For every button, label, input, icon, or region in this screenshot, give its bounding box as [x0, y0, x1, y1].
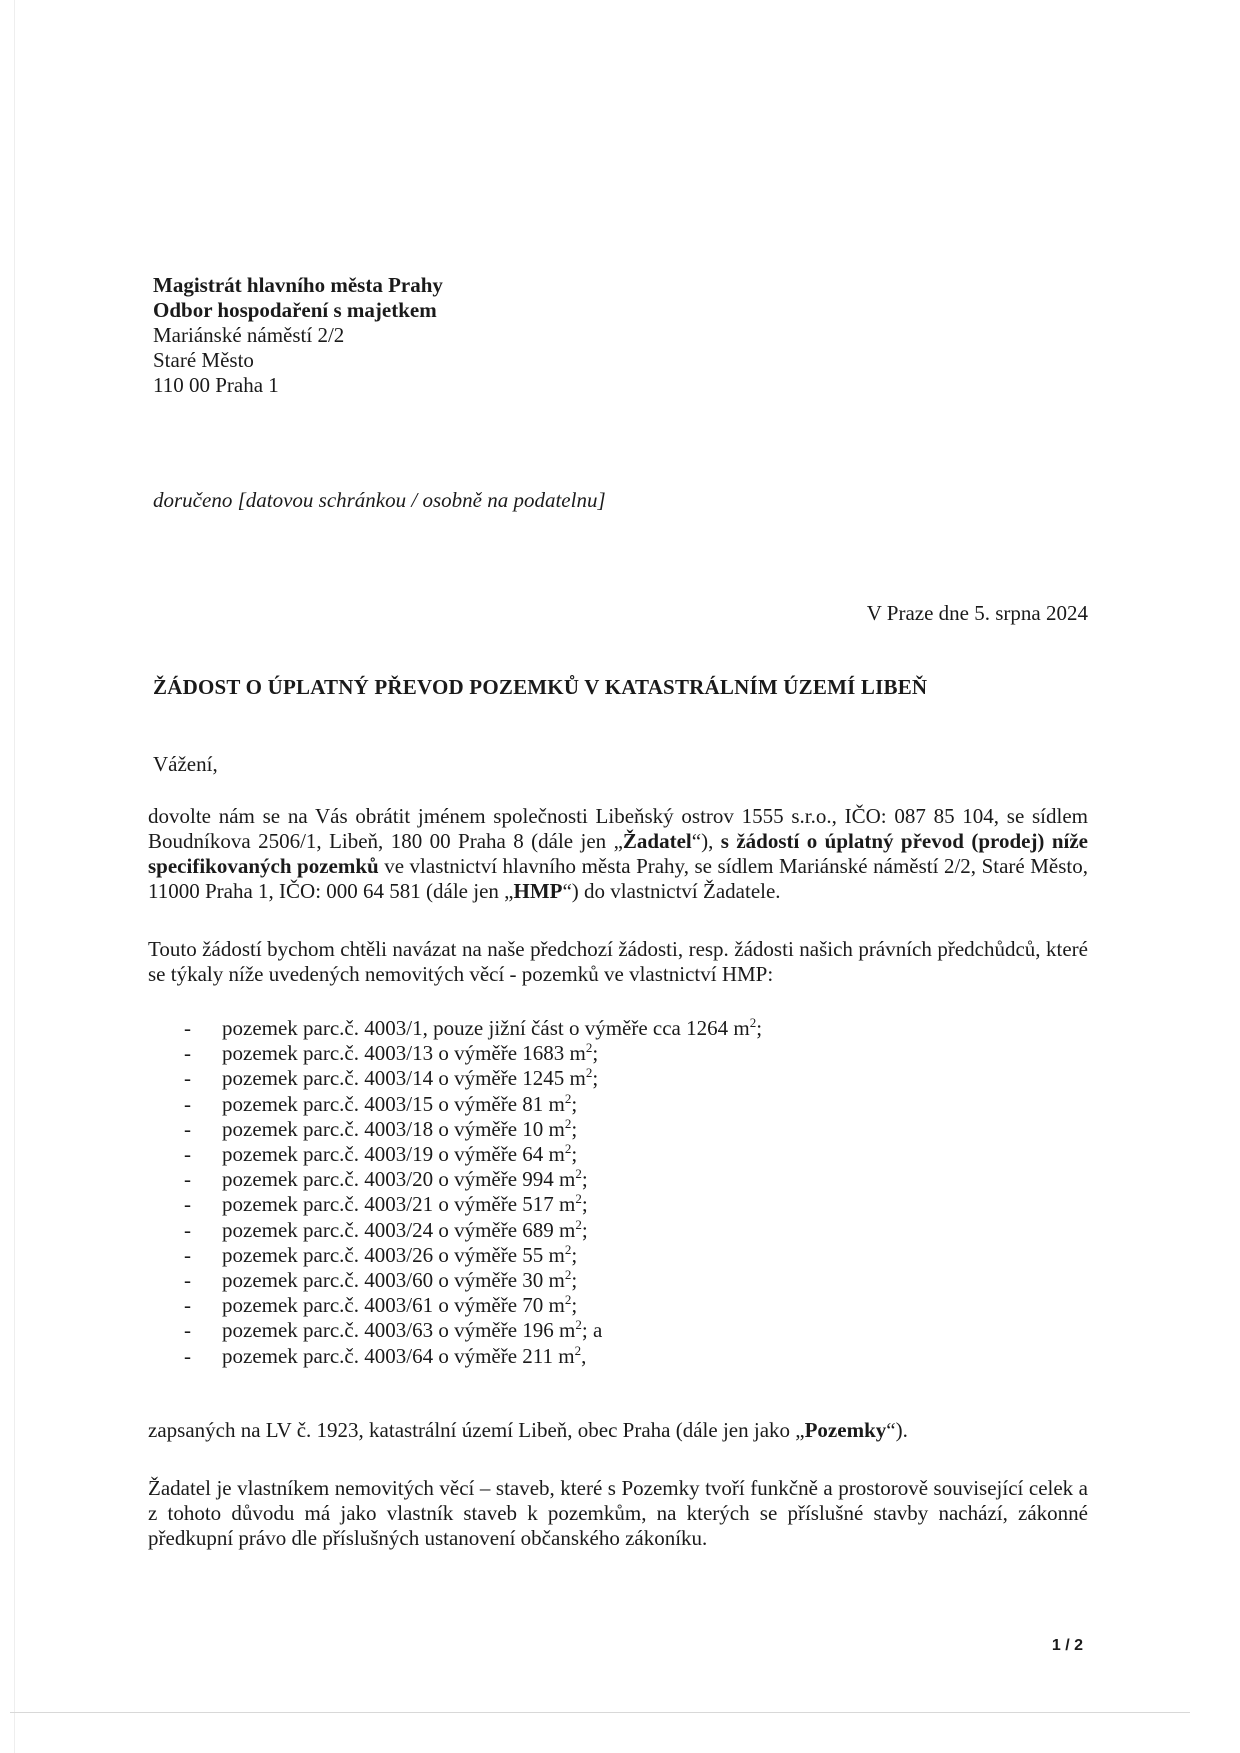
plot-list-item: [148, 1016, 762, 1041]
area-superscript: 2: [564, 1141, 572, 1157]
list-dash: -: [184, 1041, 191, 1066]
letter-date: V Praze dne 5. srpna 2024: [866, 601, 1088, 625]
plot-text: pozemek parc.č. 4003/64 o výměře 211 m: [222, 1343, 575, 1368]
area-superscript: 2: [575, 1317, 582, 1333]
applicant-term: Žadatel: [622, 829, 692, 853]
scan-edge: [14, 0, 15, 1753]
plot-punctuation: ;: [571, 1242, 578, 1267]
area-superscript: 2: [575, 1166, 582, 1182]
area-superscript: 2: [564, 1090, 572, 1106]
plot-text: pozemek parc.č. 4003/60 o výměře 30 m: [222, 1268, 565, 1293]
plot-list-item: [148, 1268, 762, 1293]
plot-list-item: [148, 1192, 762, 1217]
list-dash: -: [184, 1217, 191, 1242]
plots-term: Pozemky: [804, 1418, 887, 1442]
plot-punctuation: ;: [592, 1041, 599, 1066]
plot-list-item: [148, 1243, 762, 1268]
plot-punctuation: ;: [756, 1016, 763, 1040]
area-superscript: 2: [564, 1292, 572, 1308]
area-superscript: 2: [564, 1267, 572, 1283]
plot-punctuation: ;: [592, 1066, 599, 1091]
list-dash: -: [184, 1318, 191, 1343]
area-superscript: 2: [585, 1065, 593, 1081]
intro-text-2: “),: [691, 829, 721, 853]
list-dash: -: [184, 1268, 191, 1293]
plot-text: pozemek parc.č. 4003/24 o výměře 689 m: [222, 1217, 576, 1242]
list-dash: -: [184, 1016, 191, 1040]
plot-list-item: [148, 1117, 762, 1142]
scan-line: [10, 1712, 1190, 1713]
plot-list-item: [148, 1344, 762, 1369]
area-superscript: 2: [564, 1241, 572, 1257]
list-dash: -: [184, 1066, 191, 1091]
plot-punctuation: ; a: [581, 1318, 603, 1343]
greeting: Vážení,: [153, 752, 218, 776]
area-superscript: 2: [574, 1342, 582, 1358]
registration-text-1: zapsaných na LV č. 1923, katastrální území Libeň, obec Praha (dále jen jako „: [148, 1418, 805, 1442]
plot-text: pozemek parc.č. 4003/15 o výměře 81 m: [222, 1091, 565, 1116]
area-superscript: 2: [575, 1216, 582, 1232]
list-dash: -: [184, 1242, 191, 1267]
list-dash: -: [184, 1091, 191, 1116]
reference-paragraph: Touto žádostí bychom chtěli navázat na naše předchozí žádosti, resp. žádosti našich právních předchůdců, které se týkaly níže uvedených nemovitých věcí - pozemků ve vlastnictví HMP:: [148, 937, 1088, 986]
plot-list-item: [148, 1041, 762, 1066]
plot-punctuation: ;: [571, 1116, 578, 1141]
plot-list-item: [148, 1142, 762, 1167]
plot-punctuation: ;: [571, 1091, 578, 1116]
area-superscript: 2: [749, 1015, 757, 1030]
plot-punctuation: ;: [581, 1192, 588, 1217]
plot-text: pozemek parc.č. 4003/13 o výměře 1683 m: [222, 1041, 586, 1066]
ownership-paragraph: Žadatel je vlastníkem nemovitých věcí – staveb, které s Pozemky tvoří funkčně a prostorově související celek a z tohoto důvodu má jako vlastník staveb k pozemkům, na kterých se příslušné stavby nachází, zákonné předkupní právo dle příslušných ustanovení občanského zákoníku.: [148, 1476, 1088, 1550]
plot-punctuation: ;: [581, 1217, 588, 1242]
intro-text-3: ve vlastnictví hlavního města Prahy, se sídlem Mariánské náměstí 2/2, Staré Město, 11000 Praha 1, IČO: 000 64 581 (dále jen „: [148, 854, 1088, 903]
area-superscript: 2: [575, 1191, 582, 1207]
plot-punctuation: ,: [581, 1343, 587, 1368]
letter-title: ŽÁDOST O ÚPLATNÝ PŘEVOD POZEMKŮ V KATASTRÁLNÍM ÚZEMÍ LIBEŇ: [153, 675, 928, 699]
plot-list-item: [148, 1293, 762, 1318]
plot-list-item: [148, 1318, 762, 1343]
plot-text: pozemek parc.č. 4003/1, pouze jižní část o výměře cca 1264 m: [222, 1016, 750, 1040]
plot-text: pozemek parc.č. 4003/21 o výměře 517 m: [222, 1192, 576, 1217]
plot-text: pozemek parc.č. 4003/14 o výměře 1245 m: [222, 1066, 586, 1091]
list-dash: -: [184, 1293, 191, 1318]
plot-list: [148, 1016, 762, 1369]
plot-text: pozemek parc.č. 4003/61 o výměře 70 m: [222, 1293, 565, 1318]
delivery-method: doručeno [datovou schránkou / osobně na podatelnu]: [153, 488, 606, 512]
plot-list-item: [148, 1066, 762, 1091]
plot-list-item: [148, 1092, 762, 1117]
list-dash: -: [184, 1167, 191, 1192]
recipient-address: [153, 273, 443, 398]
plot-text: pozemek parc.č. 4003/18 o výměře 10 m: [222, 1116, 565, 1141]
plot-text: pozemek parc.č. 4003/19 o výměře 64 m: [222, 1142, 565, 1167]
plot-punctuation: ;: [571, 1142, 578, 1167]
intro-text-1: dovolte nám se na Vás obrátit jménem společnosti Libeňský ostrov 1555 s.r.o., IČO: 087 85 104, se sídlem Boudníkova 2506/1, Libeň, 180 00 Praha 8 (dále jen „: [148, 804, 1088, 853]
page-number: 1 / 2: [1051, 1637, 1083, 1654]
recipient-city: 110 00 Praha 1: [153, 373, 279, 397]
area-superscript: 2: [564, 1115, 572, 1131]
plot-punctuation: ;: [571, 1268, 578, 1293]
plot-punctuation: ;: [581, 1167, 588, 1192]
plot-list-item: [148, 1167, 762, 1192]
recipient-department: Odbor hospodaření s majetkem: [153, 298, 437, 322]
plot-text: pozemek parc.č. 4003/20 o výměře 994 m: [222, 1167, 576, 1192]
hmp-term: HMP: [513, 879, 563, 903]
registration-text-2: “).: [886, 1418, 908, 1442]
intro-paragraph: [148, 804, 1088, 904]
plot-list-item: [148, 1218, 762, 1243]
registration-paragraph: [148, 1418, 1088, 1443]
list-dash: -: [184, 1142, 191, 1167]
recipient-district: Staré Město: [153, 348, 254, 372]
recipient-street: Mariánské náměstí 2/2: [153, 323, 345, 347]
intro-text-4: “) do vlastnictví Žadatele.: [562, 879, 781, 903]
recipient-name: Magistrát hlavního města Prahy: [153, 273, 443, 297]
plot-text: pozemek parc.č. 4003/26 o výměře 55 m: [222, 1242, 565, 1267]
plot-punctuation: ;: [571, 1293, 578, 1318]
plot-text: pozemek parc.č. 4003/63 o výměře 196 m: [222, 1318, 576, 1343]
list-dash: -: [184, 1192, 191, 1217]
request-phrase: s žádostí o úplatný převod (prodej) níže specifikovaných pozemků: [148, 829, 1088, 878]
list-dash: -: [184, 1116, 191, 1141]
list-dash: -: [184, 1343, 191, 1368]
area-superscript: 2: [585, 1040, 593, 1056]
